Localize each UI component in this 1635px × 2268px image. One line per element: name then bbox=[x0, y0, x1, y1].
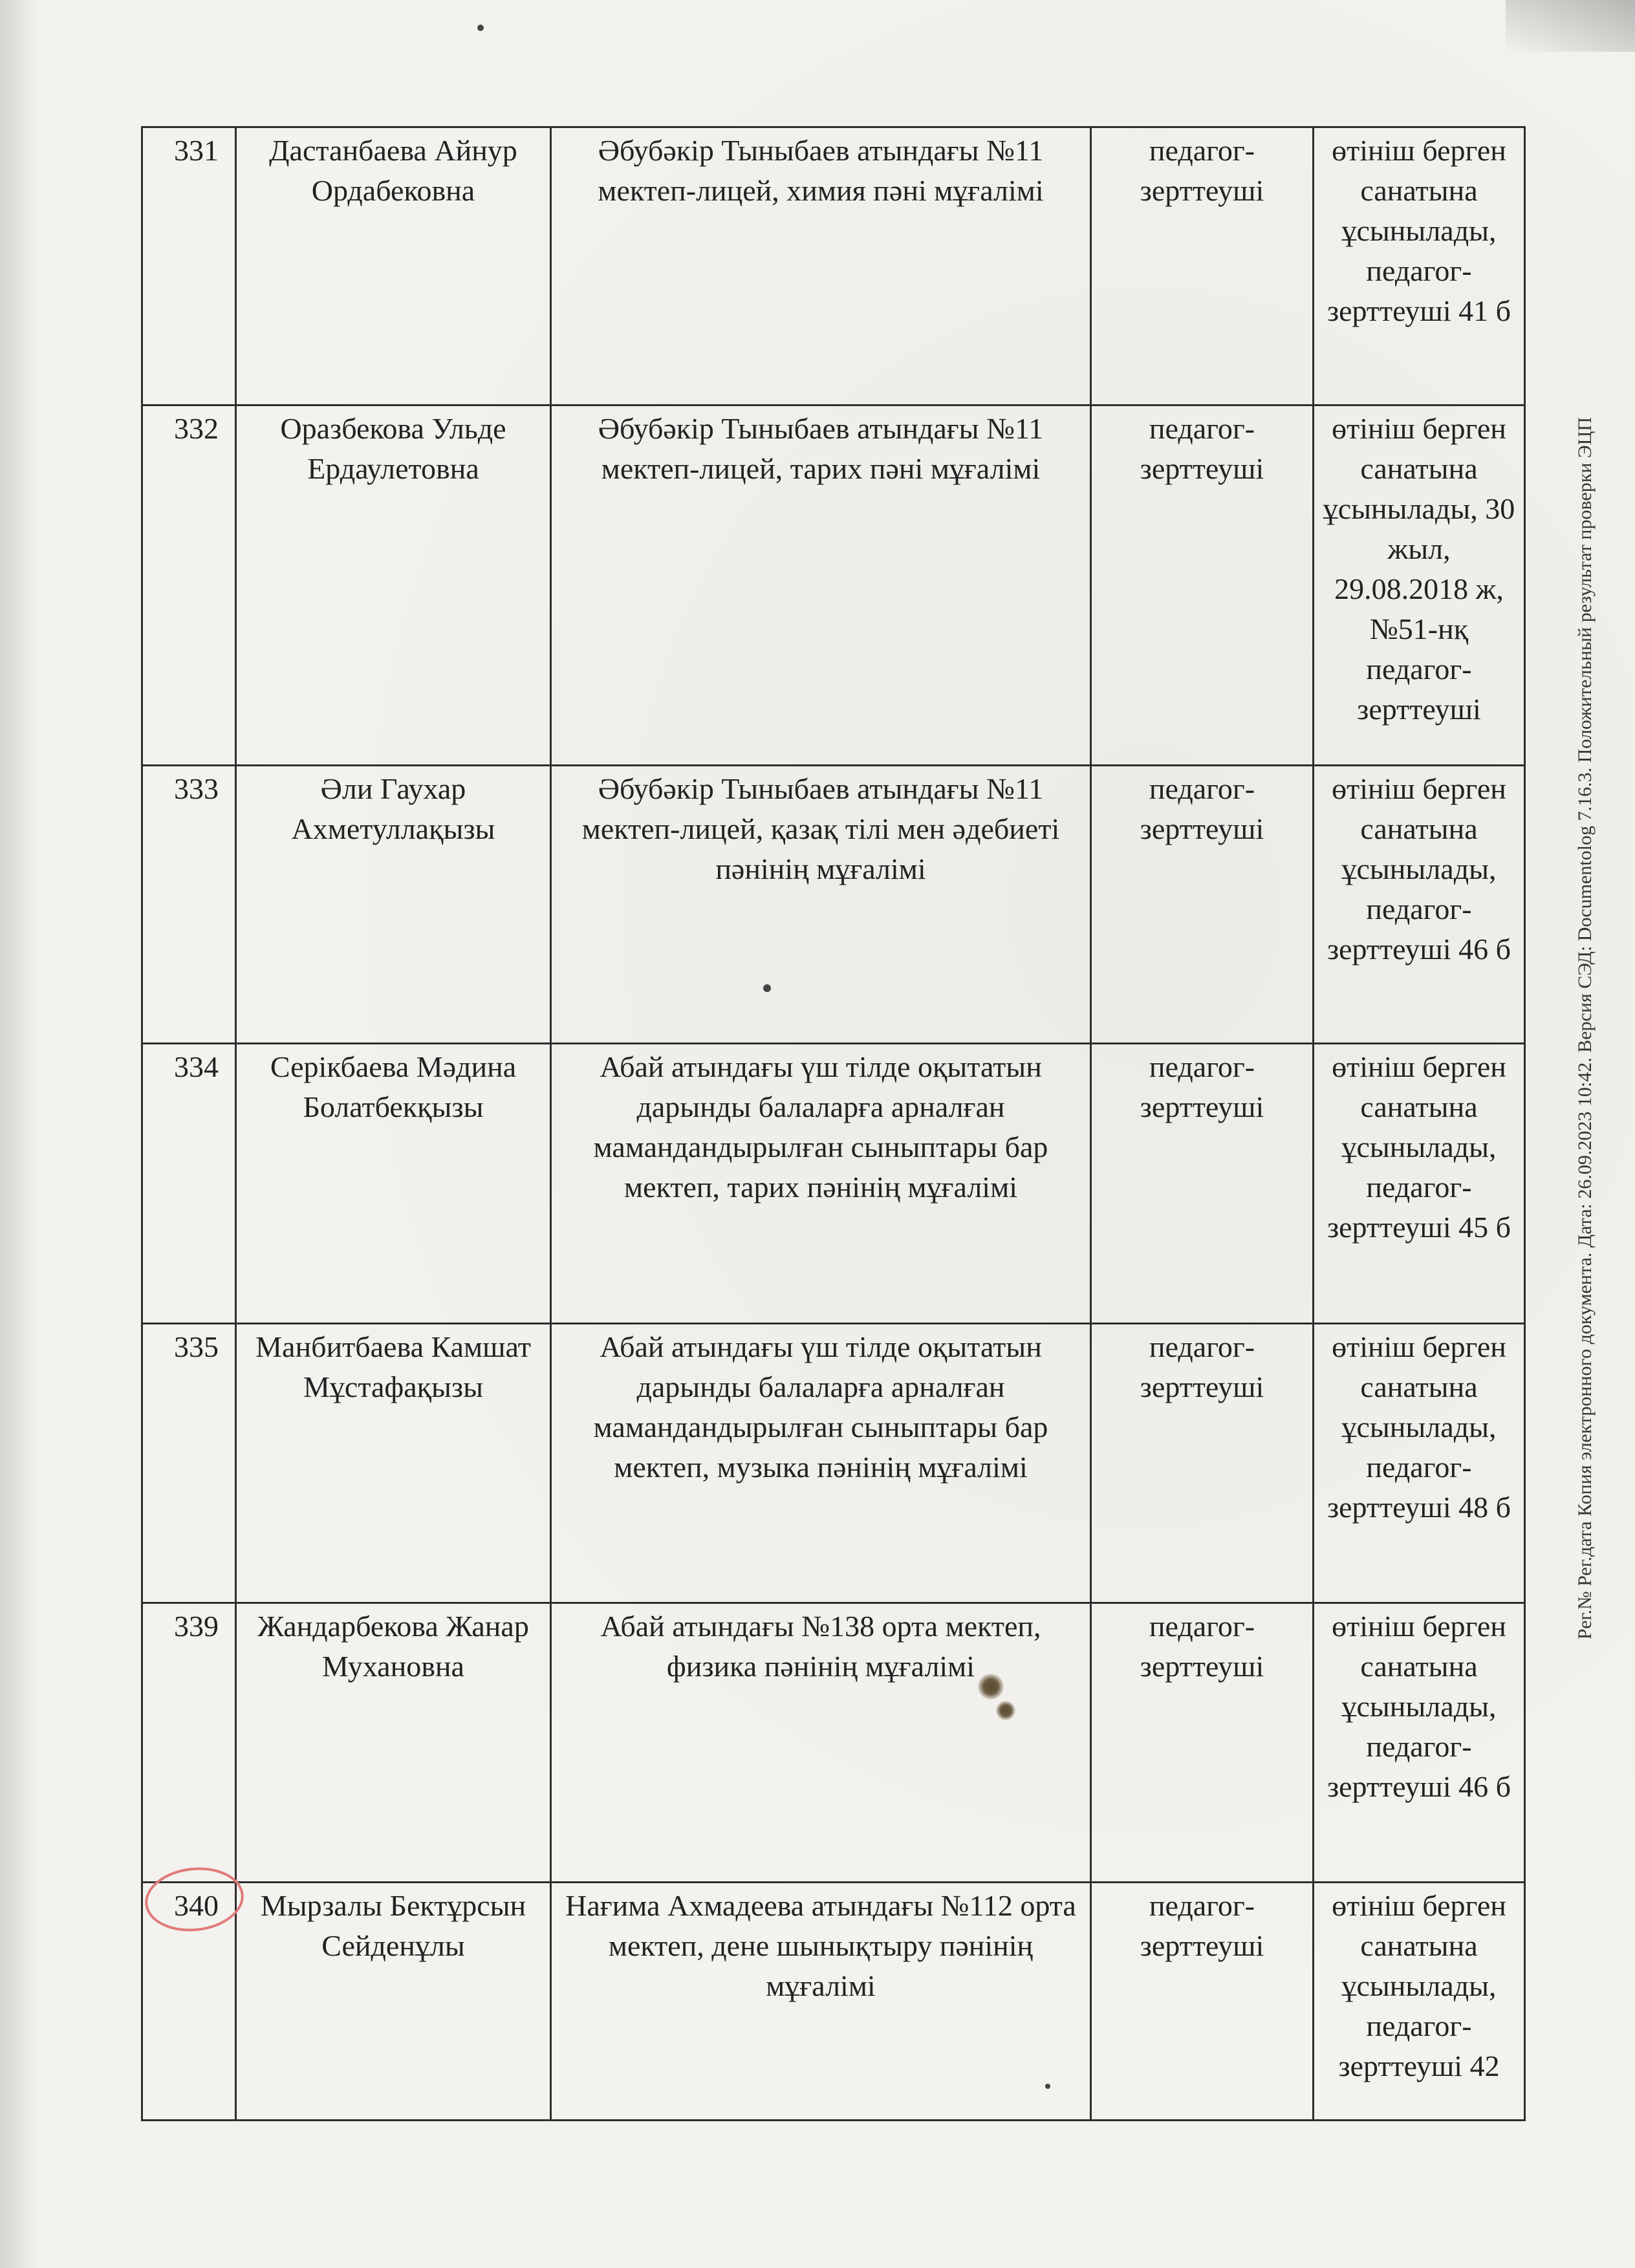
teacher-name: Мырзалы Бектұрсын Сейденұлы bbox=[236, 1883, 551, 2121]
workplace: Абай атындағы №138 орта мектеп, физика пәнінің мұғалімі bbox=[551, 1603, 1091, 1883]
workplace: Әбубәкір Тыныбаев атындағы №11 мектеп-лицей, химия пәні мұғалімі bbox=[551, 127, 1091, 405]
requested-category: педагог-зерттеуші bbox=[1091, 766, 1314, 1044]
teacher-name: Оразбекова Ульде Ердаулетовна bbox=[236, 405, 551, 766]
left-edge-shadow bbox=[0, 0, 39, 2268]
ink-dot bbox=[477, 25, 484, 31]
teacher-name: Серікбаева Мәдина Болатбекқызы bbox=[236, 1044, 551, 1324]
table-row bbox=[142, 1324, 1525, 1603]
requested-category: педагог-зерттеуші bbox=[1091, 127, 1314, 405]
edms-stamp: Рег.№ Рег.дата Копия электронного документа. Дата: 26.09.2023 10:42. Версия СЭД: Documentolog 7.16.3. Положительный результат проверки ЭЦП bbox=[1574, 416, 1596, 1640]
table-row bbox=[142, 766, 1525, 1044]
commission-decision: өтініш берген санатына ұсынылады, 30 жыл, 29.08.2018 ж, №51-нқ педагог-зерттеуші bbox=[1314, 405, 1525, 766]
commission-decision: өтініш берген санатына ұсынылады, педагог-зерттеуші 48 б bbox=[1314, 1324, 1525, 1603]
row-number: 331 bbox=[142, 127, 236, 405]
commission-decision: өтініш берген санатына ұсынылады, педагог-зерттеуші 41 б bbox=[1314, 127, 1525, 405]
table-row bbox=[142, 1883, 1525, 2121]
commission-decision: өтініш берген санатына ұсынылады, педагог-зерттеуші 46 б bbox=[1314, 766, 1525, 1044]
workplace: Абай атындағы үш тілде оқытатын дарынды балаларға арналған мамандандырылған сыныптары бар мектеп, музыка пәнінің мұғалімі bbox=[551, 1324, 1091, 1603]
commission-decision: өтініш берген санатына ұсынылады, педагог-зерттеуші 45 б bbox=[1314, 1044, 1525, 1324]
row-number: 339 bbox=[142, 1603, 236, 1883]
table-row bbox=[142, 1603, 1525, 1883]
teacher-name: Әли Гаухар Ахметуллақызы bbox=[236, 766, 551, 1044]
requested-category: педагог-зерттеуші bbox=[1091, 1044, 1314, 1324]
corner-shadow bbox=[1506, 0, 1635, 52]
commission-decision: өтініш берген санатына ұсынылады, педагог-зерттеуші 46 б bbox=[1314, 1603, 1525, 1883]
candidates-table bbox=[141, 126, 1526, 2121]
table-row bbox=[142, 127, 1525, 405]
row-number: 333 bbox=[142, 766, 236, 1044]
requested-category: педагог-зерттеуші bbox=[1091, 1603, 1314, 1883]
teacher-name: Манбитбаева Камшат Мұстафақызы bbox=[236, 1324, 551, 1603]
teacher-name: Жандарбекова Жанар Мухановна bbox=[236, 1603, 551, 1883]
row-number: 340 bbox=[142, 1883, 236, 2121]
workplace: Әбубәкір Тыныбаев атындағы №11 мектеп-лицей, тарих пәні мұғалімі bbox=[551, 405, 1091, 766]
requested-category: педагог-зерттеуші bbox=[1091, 1324, 1314, 1603]
row-number: 334 bbox=[142, 1044, 236, 1324]
workplace: Абай атындағы үш тілде оқытатын дарынды балаларға арналған мамандандырылған сыныптары бар мектеп, тарих пәнінің мұғалімі bbox=[551, 1044, 1091, 1324]
table-row bbox=[142, 405, 1525, 766]
workplace: Әбубәкір Тыныбаев атындағы №11 мектеп-лицей, қазақ тілі мен әдебиеті пәнінің мұғалімі bbox=[551, 766, 1091, 1044]
requested-category: педагог-зерттеуші bbox=[1091, 1883, 1314, 2121]
row-number: 332 bbox=[142, 405, 236, 766]
commission-decision: өтініш берген санатына ұсынылады, педагог-зерттеуші 42 bbox=[1314, 1883, 1525, 2121]
teacher-name: Дастанбаева Айнур Ордабековна bbox=[236, 127, 551, 405]
requested-category: педагог-зерттеуші bbox=[1091, 405, 1314, 766]
table-row bbox=[142, 1044, 1525, 1324]
row-number: 335 bbox=[142, 1324, 236, 1603]
workplace: Нағима Ахмадеева атындағы №112 орта мектеп, дене шынықтыру пәнінің мұғалімі bbox=[551, 1883, 1091, 2121]
